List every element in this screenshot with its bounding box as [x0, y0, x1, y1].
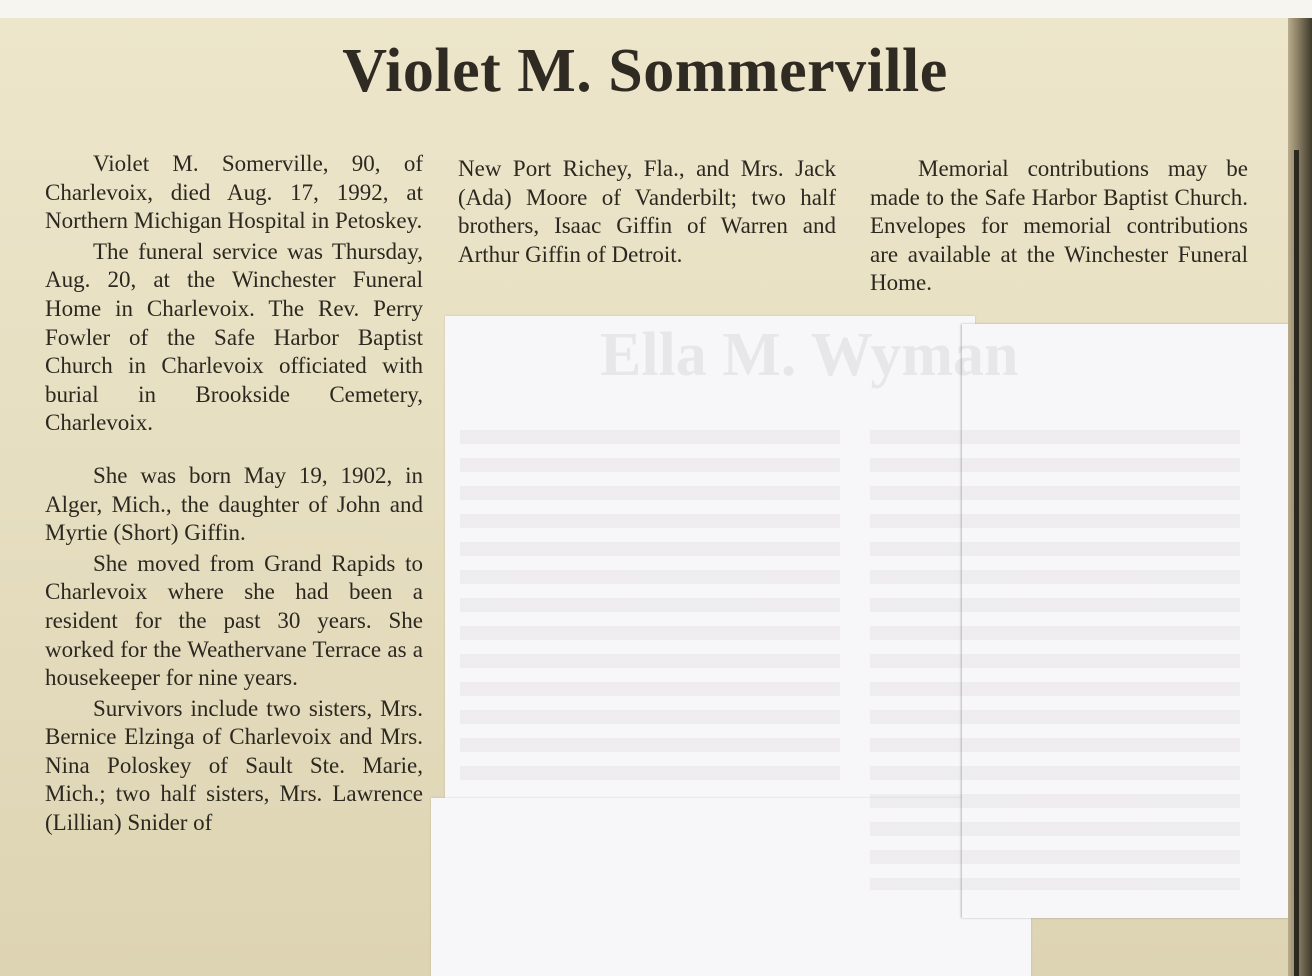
column-rule [1294, 150, 1299, 976]
paragraph: She was born May 19, 1902, in Alger, Mich., the daughter of John and Myrtie (Short) Giffin. [45, 462, 423, 546]
paragraph: Violet M. Somerville, 90, of Charlevoix, died Aug. 17, 1992, at Northern Michigan Hospital in Petoskey. [45, 151, 423, 234]
paragraph: Memorial contributions may be made to the Safe Harbor Baptist Church. Envelopes for memorial contributions are available at the Winchester Funeral Home. [870, 156, 1248, 296]
text-column-3 [870, 155, 1248, 300]
text-column-2 [458, 155, 836, 271]
paragraph: The funeral service was Thursday, Aug. 20, at the Winchester Funeral Home in Charlevoix. The Rev. Perry Fowler of the Safe Harbor Baptist Church in Charlevoix officiated with burial in Brookside Cemetery, Charlevoix. [45, 238, 423, 436]
text-column-1 [45, 150, 423, 840]
paragraph: New Port Richey, Fla., and Mrs. Jack (Ada) Moore of Vanderbilt; two half brothers, Isaac Giffin of Warren and Arthur Giffin of Detroit. [458, 156, 836, 267]
show-through-headline: Ella M. Wyman [600, 321, 1019, 389]
obituary-headline: Violet M. Sommerville [342, 37, 948, 105]
scan-top-margin [0, 0, 1312, 18]
show-through-text-lines [460, 430, 840, 790]
scan-right-edge [1288, 18, 1312, 976]
paragraph: Survivors include two sisters, Mrs. Bernice Elzinga of Charlevoix and Mrs. Nina Poloskey of Sault Ste. Marie, Mich.; two half sisters, Mrs. Lawrence (Lillian) Snider of [45, 695, 423, 836]
paragraph: She moved from Grand Rapids to Charlevoix where she had been a resident for the past 30 years. She worked for the Weathervane Terrace as a housekeeper for nine years. [45, 550, 423, 691]
show-through-text-lines [870, 430, 1240, 890]
